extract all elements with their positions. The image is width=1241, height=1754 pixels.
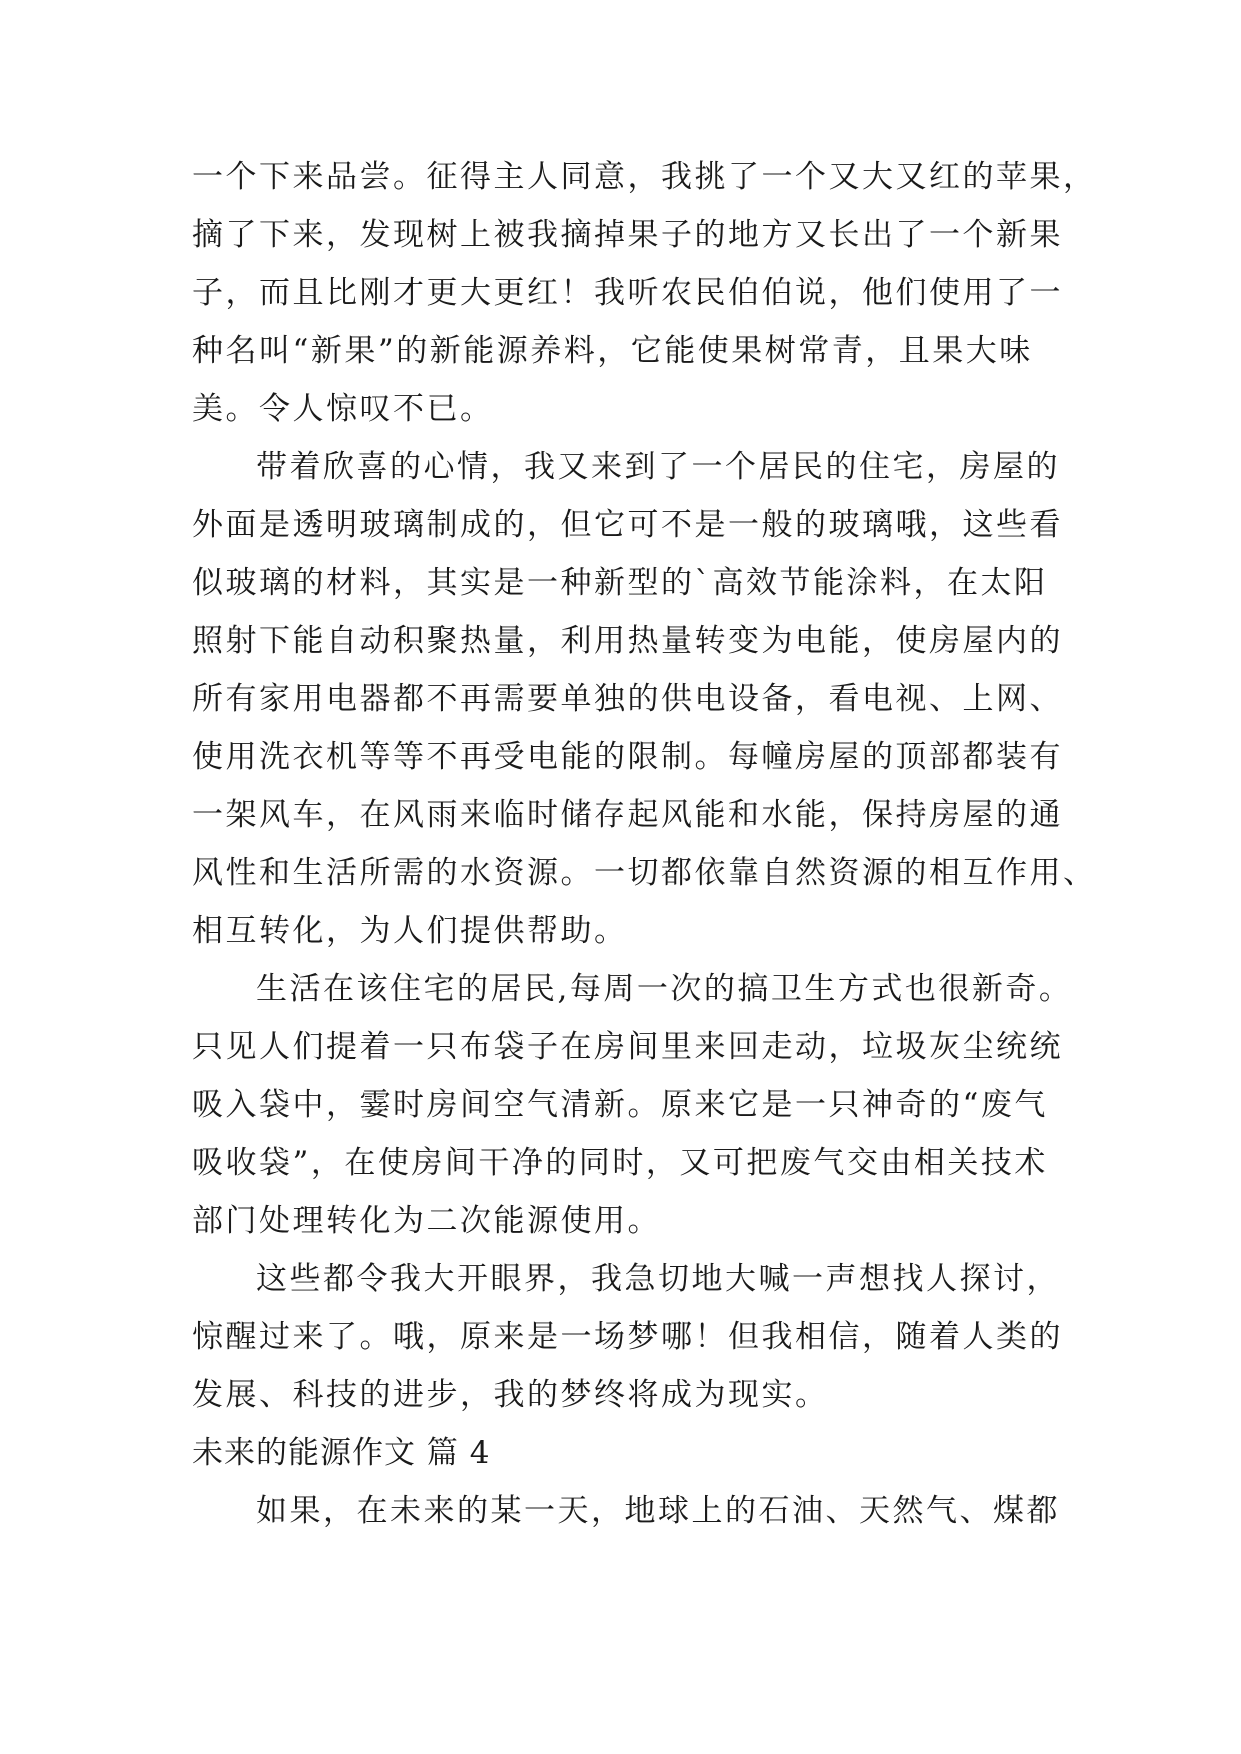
text-line: 惊醒过来了。哦，原来是一场梦哪！但我相信，随着人类的 bbox=[192, 1319, 1063, 1355]
text-line: 吸收袋”，在使房间干净的同时，又可把废气交由相关技术 bbox=[192, 1145, 1048, 1181]
paragraph-start-line: 生活在该住宅的居民,每周一次的搞卫生方式也很新奇。 bbox=[256, 971, 1073, 1007]
paragraph-start-line: 如果，在未来的某一天，地球上的石油、天然气、煤都 bbox=[256, 1493, 1060, 1529]
text-line: 所有家用电器都不再需要单独的供电设备，看电视、上网、 bbox=[192, 681, 1063, 717]
text-line: 一个下来品尝。征得主人同意，我挑了一个又大又红的苹果， bbox=[192, 159, 1097, 195]
text-line: 发展、科技的进步，我的梦终将成为现实。 bbox=[192, 1377, 829, 1413]
paragraph-start-line: 这些都令我大开眼界，我急切地大喊一声想找人探讨， bbox=[256, 1261, 1060, 1297]
section-heading: 未来的能源作文 篇 4 bbox=[192, 1435, 491, 1471]
text-line: 使用洗衣机等等不再受电能的限制。每幢房屋的顶部都装有 bbox=[192, 739, 1063, 775]
text-line: 美。令人惊叹不已。 bbox=[192, 391, 494, 427]
text-line: 相互转化，为人们提供帮助。 bbox=[192, 913, 628, 949]
paragraph-start-line: 带着欣喜的心情，我又来到了一个居民的住宅，房屋的 bbox=[256, 449, 1060, 485]
text-line: 吸入袋中，霎时房间空气清新。原来它是一只神奇的“废气 bbox=[192, 1087, 1048, 1123]
text-line: 一架风车，在风雨来临时储存起风能和水能，保持房屋的通 bbox=[192, 797, 1063, 833]
text-line: 只见人们提着一只布袋子在房间里来回走动，垃圾灰尘统统 bbox=[192, 1029, 1063, 1065]
text-line: 子，而且比刚才更大更红！我听农民伯伯说，他们使用了一 bbox=[192, 275, 1063, 311]
text-line: 照射下能自动积聚热量，利用热量转变为电能，使房屋内的 bbox=[192, 623, 1063, 659]
text-line: 摘了下来，发现树上被我摘掉果子的地方又长出了一个新果 bbox=[192, 217, 1063, 253]
text-line: 外面是透明玻璃制成的，但它可不是一般的玻璃哦，这些看 bbox=[192, 507, 1063, 543]
document-body bbox=[192, 148, 1097, 1540]
text-line: 风性和生活所需的水资源。一切都依靠自然资源的相互作用、 bbox=[192, 855, 1097, 891]
text-line: 部门处理转化为二次能源使用。 bbox=[192, 1203, 661, 1239]
text-line: 似玻璃的材料，其实是一种新型的`高效节能涂料，在太阳 bbox=[192, 565, 1048, 601]
text-line: 种名叫“新果”的新能源养料，它能使果树常青，且果大味 bbox=[192, 333, 1033, 369]
